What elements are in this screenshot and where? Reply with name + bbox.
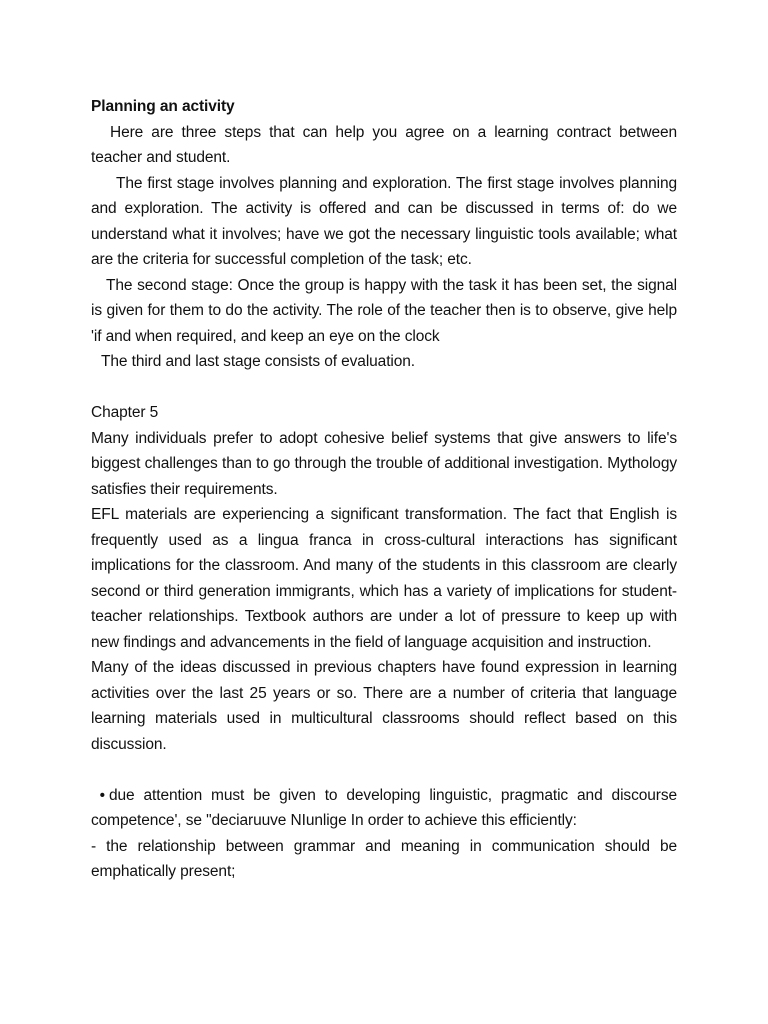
body-paragraph-1: Many individuals prefer to adopt cohesive belief systems that give answers to life's biggest challenges than to go through the trouble of additional investigation. Mythology satisfies their requirements. (91, 429, 677, 498)
chapter-label: Chapter 5 (91, 404, 159, 421)
bullet-glyph: • (99, 786, 105, 804)
paragraph-spacer (91, 757, 677, 783)
bullet-item (91, 783, 677, 834)
bullet-item-text: due attention must be given to developing linguistic, pragmatic and discourse competence', se "deciaruuve NIunlige In order to achieve this efficiently: (91, 786, 677, 829)
stage-two-paragraph: The second stage: Once the group is happy with the task it has been set, the signal is given for them to do the activity. The role of the teacher then is to observe, give help 'if and when required, and keep an eye on the clock (91, 276, 677, 345)
body-paragraph-2: EFL materials are experiencing a significant transformation. The fact that English is frequently used as a lingua franca in cross-cultural interactions has significant implications for the classroom. And many of the students in this classroom are clearly second or third generation immigrants, which has a variety of implications for student-teacher relationships. Textbook authors are under a lot of pressure to keep up with new findings and advancements in the field of language acquisition and instruction. (91, 506, 677, 651)
stage-one-paragraph: The first stage involves planning and exploration. The first stage involves planning and exploration. The activity is offered and can be discussed in terms of: do we understand what it involves; have we got the necessary linguistic tools available; what are the criteria for successful completion of the task; etc. (91, 174, 677, 268)
body-paragraph-3: Many of the ideas discussed in previous chapters have found expression in learning activities over the last 25 years or so. There are a number of criteria that language learning materials used in multicultural classrooms should reflect based on this discussion. (91, 659, 677, 753)
dash-list-item: - the relationship between grammar and meaning in communication should be emphatically present; (91, 837, 677, 880)
section-heading: Planning an activity (91, 98, 235, 115)
stage-three-paragraph: The third and last stage consists of evaluation. (101, 353, 415, 370)
paragraph-spacer (91, 375, 677, 401)
document-page (91, 94, 677, 885)
intro-paragraph: Here are three steps that can help you agree on a learning contract between teacher and student. (91, 123, 677, 166)
